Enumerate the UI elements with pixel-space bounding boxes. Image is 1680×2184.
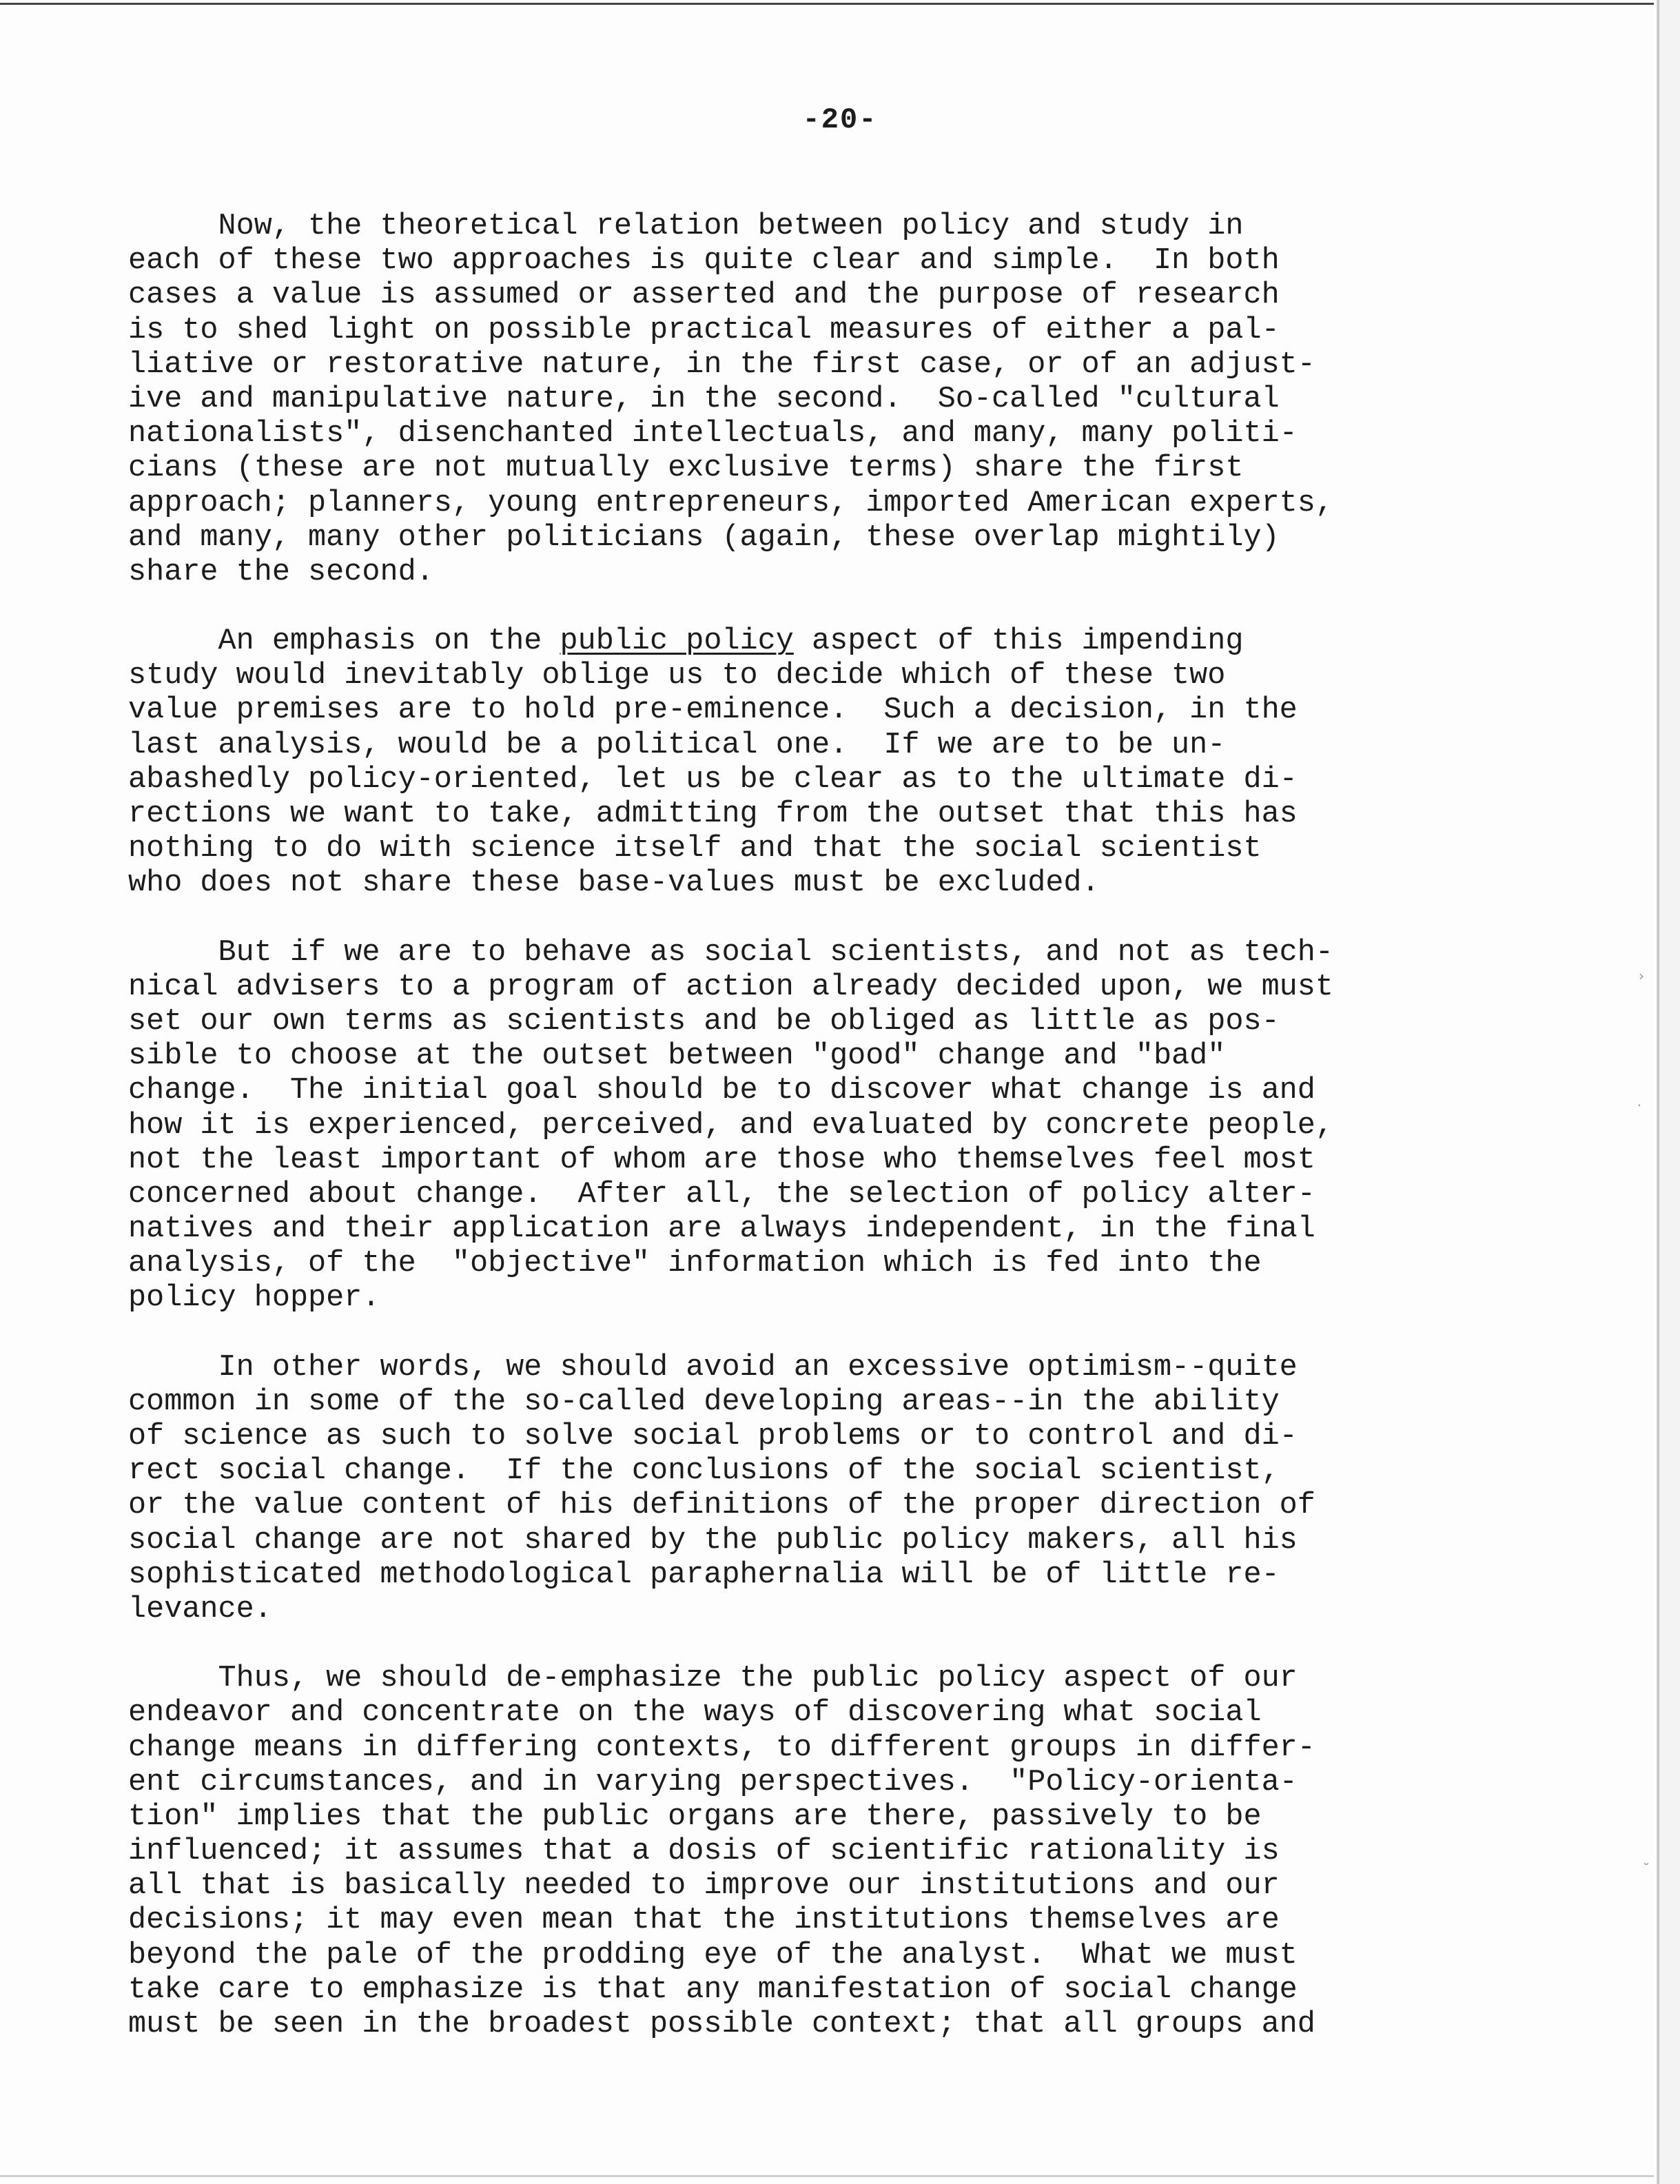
text-line: or the value content of his definitions of the proper direction of (128, 1489, 1315, 1523)
text-line: change means in differing contexts, to different groups in differ- (128, 1731, 1315, 1765)
top-page-edge (0, 3, 1654, 5)
scan-margin-shadow (1659, 0, 1680, 2184)
text-line: Thus, we should de-emphasize the public policy aspect of our (128, 1662, 1298, 1696)
text-line: ive and manipulative nature, in the second. So-called "cultural (128, 382, 1280, 416)
text-line (128, 624, 1520, 659)
text-line: In other words, we should avoid an excessive optimism--quite (128, 1350, 1298, 1385)
text-line: natives and their application are always independent, in the final (128, 1212, 1315, 1247)
text-line: set our own terms as scientists and be obliged as little as pos- (128, 1004, 1280, 1039)
body-text (128, 210, 1520, 2076)
text-line: levance. (128, 1592, 272, 1626)
text-line: sophisticated methodological paraphernalia will be of little re- (128, 1558, 1280, 1592)
text-line: liative or restorative nature, in the first case, or of an adjust- (128, 347, 1315, 382)
text-line: ent circumstances, and in varying perspectives. "Policy-orienta- (128, 1765, 1298, 1799)
right-page-edge (1657, 0, 1659, 2184)
text-line: last analysis, would be a political one. If we are to be un- (128, 728, 1226, 762)
text-line: beyond the pale of the prodding eye of the analyst. What we must (128, 1938, 1298, 1972)
text-line: Now, the theoretical relation between policy and study in (128, 210, 1244, 243)
text-line: approach; planners, young entrepreneurs, imported American experts, (128, 486, 1333, 520)
text-segment: aspect of this impending (793, 624, 1244, 659)
text-line: sible to choose at the outset between "good" change and "bad" (128, 1039, 1226, 1074)
text-line: rections we want to take, admitting from the outset that this has (128, 797, 1298, 831)
text-line: value premises are to hold pre-eminence. Such a decision, in the (128, 693, 1298, 728)
paragraph (128, 624, 1520, 901)
margin-speck-mark: › (1639, 968, 1644, 984)
text-line: all that is basically needed to improve our institutions and our (128, 1869, 1280, 1904)
text-line: who does not share these base-values must be excluded. (128, 866, 1100, 901)
text-line: social change are not shared by the public policy makers, all his (128, 1523, 1298, 1558)
text-segment: An emphasis on the (128, 624, 560, 659)
text-line: each of these two approaches is quite clear and simple. In both (128, 244, 1280, 278)
text-line: of science as such to solve social problems or to control and di- (128, 1420, 1298, 1453)
page-number: -20- (802, 103, 878, 136)
text-line: must be seen in the broadest possible context; that all groups and (128, 2008, 1315, 2041)
paragraph (128, 1662, 1520, 2042)
text-line: is to shed light on possible practical measures of either a pal- (128, 313, 1280, 347)
text-line: nationalists", disenchanted intellectuals, and many, many politi- (128, 417, 1298, 451)
text-line: cians (these are not mutually exclusive terms) share the first (128, 451, 1244, 486)
text-line: policy hopper. (128, 1281, 380, 1316)
text-line: influenced; it assumes that a dosis of scientific rationality is (128, 1835, 1280, 1869)
text-line: change. The initial goal should be to discover what change is and (128, 1074, 1315, 1108)
margin-speck-mark: ˘ (1643, 1861, 1650, 1877)
text-line: common in some of the so-called developing areas--in the ability (128, 1385, 1280, 1419)
underlined-phrase: public policy (560, 624, 794, 659)
text-line: not the least important of whom are those who themselves feel most (128, 1143, 1315, 1177)
text-line: cases a value is assumed or asserted and the purpose of research (128, 278, 1280, 313)
text-line: tion" implies that the public organs are there, passively to be (128, 1799, 1262, 1834)
text-line: abashedly policy-oriented, let us be clear as to the ultimate di- (128, 762, 1298, 797)
text-line: how it is experienced, perceived, and evaluated by concrete people, (128, 1108, 1333, 1143)
text-line: concerned about change. After all, the selection of policy alter- (128, 1177, 1315, 1212)
text-line: take care to emphasize is that any manifestation of social change (128, 1972, 1298, 2007)
text-line: share the second. (128, 555, 434, 589)
text-line: nical advisers to a program of action already decided upon, we must (128, 970, 1333, 1004)
paragraph (128, 936, 1520, 1316)
margin-speck-mark: · (1637, 1097, 1641, 1114)
text-line: rect social change. If the conclusions of the social scientist, (128, 1454, 1280, 1489)
text-line: and many, many other politicians (again, these overlap mightily) (128, 520, 1280, 555)
text-line: nothing to do with science itself and that the social scientist (128, 832, 1262, 866)
text-line: analysis, of the "objective" information which is fed into the (128, 1247, 1262, 1281)
bottom-page-edge (0, 2175, 1654, 2177)
text-line: decisions; it may even mean that the institutions themselves are (128, 1904, 1280, 1938)
text-line: endeavor and concentrate on the ways of discovering what social (128, 1696, 1262, 1731)
paragraph (128, 210, 1520, 590)
text-line: But if we are to behave as social scientists, and not as tech- (128, 935, 1333, 970)
paragraph (128, 1351, 1520, 1628)
text-line: study would inevitably oblige us to decide which of these two (128, 659, 1226, 693)
